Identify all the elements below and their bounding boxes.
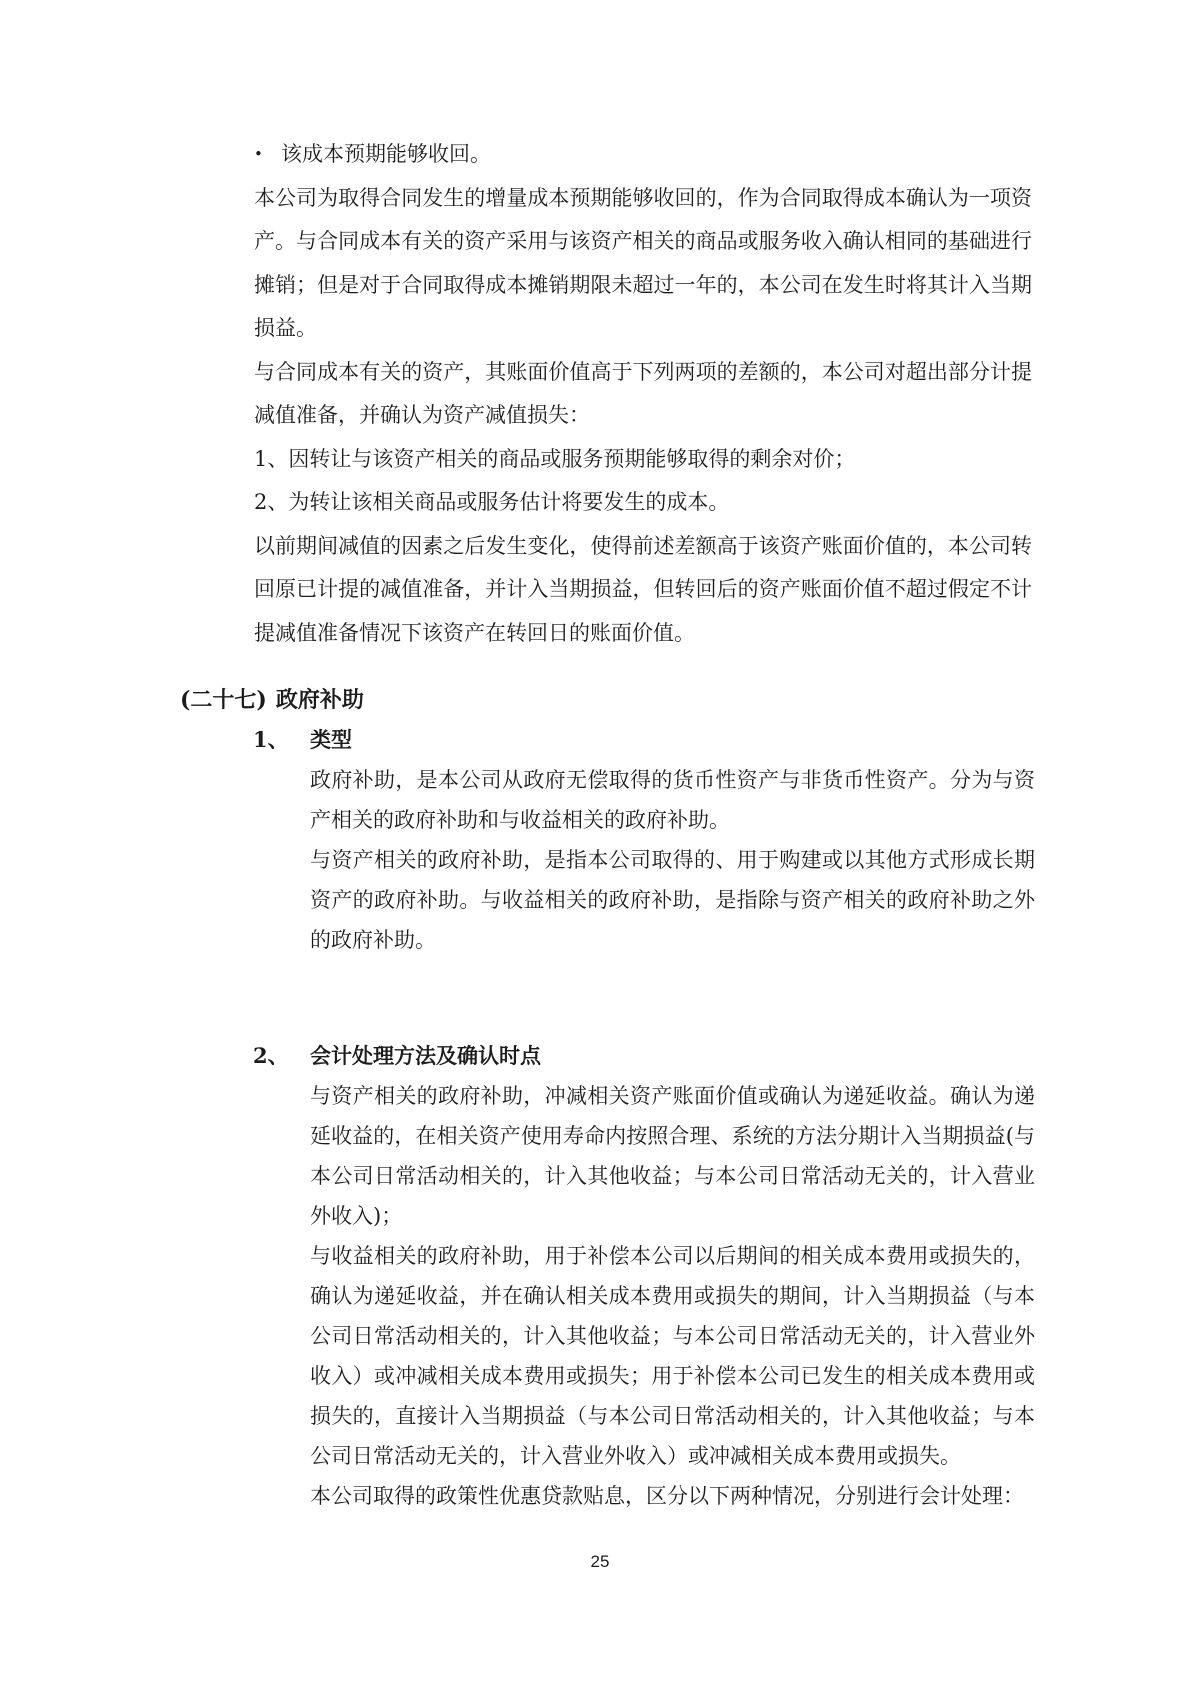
subsection-header bbox=[253, 720, 1036, 760]
numbered-line: 2、为转让该相关商品或服务估计将要发生的成本。 bbox=[254, 490, 730, 514]
subsection-types bbox=[180, 720, 1036, 960]
subsection-number: 1、 bbox=[253, 727, 289, 752]
subsection-paragraph: 本公司取得的政策性优惠贷款贴息，区分以下两种情况，分别进行会计处理： bbox=[310, 1484, 1024, 1508]
subsection-paragraph: 与资产相关的政府补助，冲减相关资产账面价值或确认为递延收益。确认为递延收益的，在相关资产使用寿命内按照合理、系统的方法分期计入当期损益(与本公司日常活动相关的，计入其他收益；与本公司日常活动无关的，计入营业外收入)； bbox=[310, 1084, 1035, 1228]
paragraph: 本公司为取得合同发生的增量成本预期能够收回的，作为合同取得成本确认为一项资产。与合同成本有关的资产采用与该资产相关的商品或服务收入确认相同的基础进行摊销；但是对于合同取得成本摊销期限未超过一年的，本公司在发生时将其计入当期损益。 bbox=[254, 185, 1032, 340]
bullet-icon: • bbox=[254, 145, 263, 163]
paragraph: 与合同成本有关的资产，其账面价值高于下列两项的差额的，本公司对超出部分计提减值准备，并确认为资产减值损失： bbox=[254, 359, 1032, 427]
page-number: 25 bbox=[590, 1552, 610, 1571]
subsection-paragraph: 与收益相关的政府补助，用于补偿本公司以后期间的相关成本费用或损失的，确认为递延收益，并在确认相关成本费用或损失的期间，计入当期损益（与本公司日常活动相关的，计入其他收益；与本公司日常活动无关的，计入营业外收入）或冲减相关成本费用或损失；用于补偿本公司已发生的相关成本费用或损失的，直接计入当期损益（与本公司日常活动相关的，计入其他收益；与本公司日常活动无关的，计入营业外收入）或冲减相关成本费用或损失。 bbox=[310, 1244, 1035, 1468]
bullet-item-text: 该成本预期能够收回。 bbox=[281, 142, 491, 166]
subsection-header bbox=[253, 1036, 1036, 1076]
numbered-line: 1、因转让与该资产相关的商品或服务预期能够取得的剩余对价； bbox=[254, 446, 856, 471]
subsection-accounting bbox=[180, 1036, 1036, 1516]
subsection-title: 类型 bbox=[310, 727, 352, 752]
section-heading-number: (二十七) bbox=[180, 687, 267, 713]
page-content bbox=[180, 133, 1036, 1516]
bullet-item bbox=[254, 133, 1036, 177]
subsection-number: 2、 bbox=[253, 1043, 289, 1068]
subsection-title: 会计处理方法及确认时点 bbox=[310, 1043, 541, 1068]
paragraph: 以前期间减值的因素之后发生变化，使得前述差额高于该资产账面价值的，本公司转回原已计提的减值准备，并计入当期损益，但转回后的资产账面价值不超过假定不计提减值准备情况下该资产在转回日的账面价值。 bbox=[254, 533, 1032, 645]
section-heading bbox=[180, 680, 1036, 720]
section-heading-title: 政府补助 bbox=[275, 687, 364, 713]
subsection-paragraph: 政府补助，是本公司从政府无偿取得的货币性资产与非货币性资产。分为与资产相关的政府补助和与收益相关的政府补助。 bbox=[310, 768, 1035, 832]
subsection-paragraph: 与资产相关的政府补助，是指本公司取得的、用于购建或以其他方式形成长期资产的政府补助。与收益相关的政府补助，是指除与资产相关的政府补助之外的政府补助。 bbox=[310, 848, 1035, 952]
